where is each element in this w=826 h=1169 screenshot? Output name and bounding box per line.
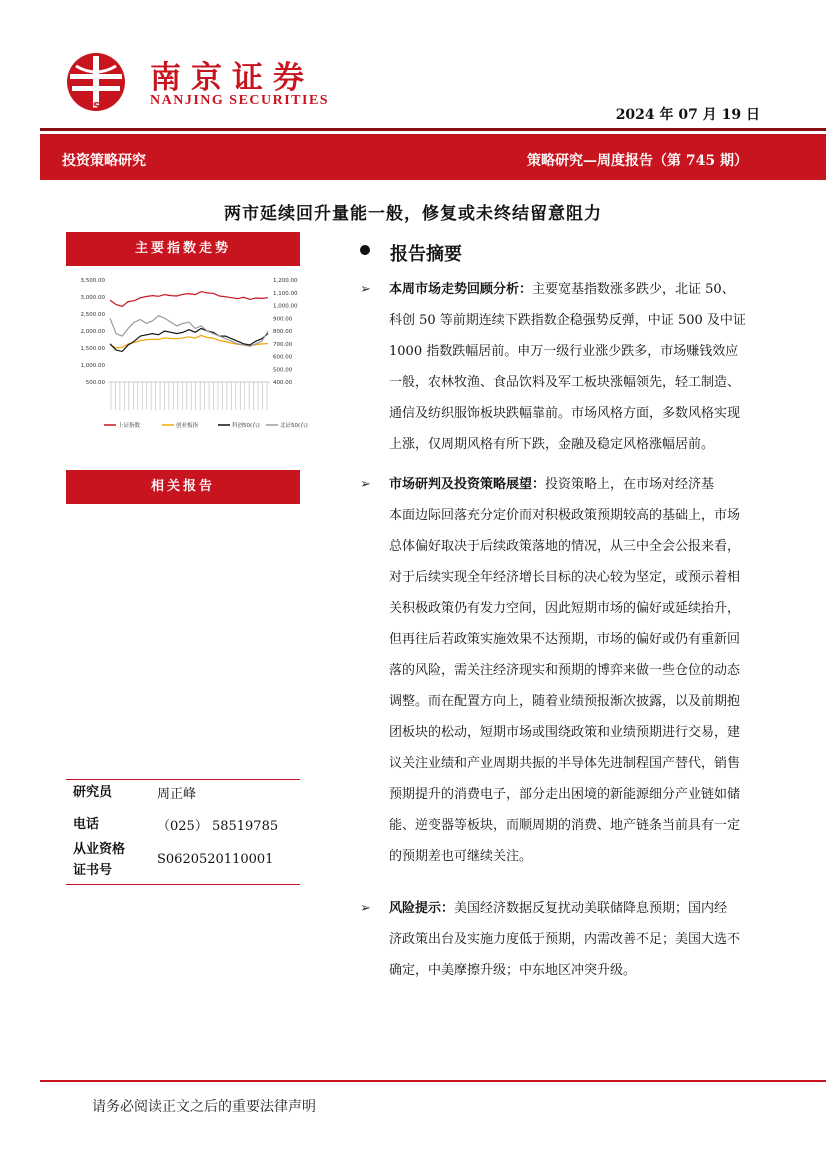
analyst-divider (66, 779, 300, 780)
market-review-lead: 本周市场走势回顾分析： (389, 282, 533, 297)
risk-warning-paragraph (389, 893, 773, 986)
arrow-icon: ➢ (360, 282, 371, 297)
arrow-icon: ➢ (360, 901, 371, 916)
para-line: 能、逆变器等板块，而顺周期的消费、地产链条当前具有一定 (389, 818, 741, 833)
header-divider (40, 128, 826, 131)
y-tick-right: 600.00 (273, 354, 293, 361)
y-tick-right: 1,200.00 (273, 278, 298, 284)
summary-title: 报告摘要 (390, 244, 462, 265)
para-line: 美国经济数据反复扰动美联储降息预期；国内经 (454, 901, 728, 916)
y-tick-right: 1,100.00 (273, 290, 298, 297)
y-tick-right: 800.00 (273, 329, 293, 335)
footer-divider (40, 1080, 826, 1082)
strategy-outlook-paragraph (389, 469, 773, 872)
report-date: 2024 年 07 月 19 日 (615, 107, 760, 123)
report-series: 策略研究—周度报告（第 745 期） (527, 153, 748, 169)
analyst-name: 周正峰 (157, 787, 197, 802)
para-line: 关积极政策仍有发力空间，因此短期市场的偏好或延续抬升， (389, 601, 741, 616)
y-tick-left: 2,500.00 (80, 312, 105, 318)
cert-label-2: 证书号 (73, 863, 113, 878)
report-headline: 两市延续回升量能一般，修复或未终结留意阻力 (224, 204, 602, 224)
y-tick-left: 1,000.00 (80, 363, 105, 369)
para-line: 调整。而在配置方向上，随着业绩预报渐次披露，以及前期抱 (389, 694, 741, 709)
report-category: 投资策略研究 (62, 153, 146, 169)
related-reports-title: 相关报告 (66, 470, 300, 504)
para-line: 对于后续实现全年经济增长目标的决心较为坚定，或预示着相 (389, 570, 741, 585)
index-trend-chart (70, 270, 310, 440)
y-tick-right: 700.00 (273, 341, 293, 348)
para-line: 科创 50 等前期连续下跌指数企稳强势反弹，中证 500 及中证 (389, 313, 746, 328)
series-line (110, 328, 268, 351)
company-name-en: NANJING SECURITIES (150, 93, 330, 108)
risk-warning-lead: 风险提示： (389, 901, 455, 916)
para-line: 主要宽基指数涨多跌少，北证 50、 (532, 282, 735, 297)
para-line: 确定，中美摩擦升级；中东地区冲突升级。 (389, 963, 637, 978)
para-line: 总体偏好取决于后续政策落地的情况，从三中全会公报来看， (389, 539, 741, 554)
legend-label: 创业板指 (176, 423, 199, 429)
legend-label: 科创50(右) (232, 423, 260, 429)
strategy-outlook-lead: 市场研判及投资策略展望： (389, 477, 546, 492)
para-line: 议关注业绩和产业周期共振的半导体先进制程国产替代，销售 (389, 756, 741, 771)
para-line: 投资策略上，在市场对经济基 (545, 477, 715, 492)
para-line: 落的风险，需关注经济现实和预期的博弈来做一些仓位的动态 (389, 663, 741, 678)
market-review-paragraph (389, 274, 773, 460)
para-line: 但再往后若政策实施效果不达预期，市场的偏好或仍有重新回 (389, 632, 741, 647)
phone-value: （025） 58519785 (157, 819, 279, 834)
logo-text: NSC (84, 101, 108, 112)
cert-label-1: 从业资格 (73, 842, 126, 857)
nsc-logo (66, 52, 126, 112)
legend-label: 上证指数 (118, 423, 141, 429)
analyst-label: 研究员 (73, 785, 113, 800)
para-line: 通信及纺织服饰板块跌幅靠前。市场风格方面，多数风格实现 (389, 406, 741, 421)
para-line: 的预期差也可继续关注。 (389, 849, 533, 864)
cert-number: S0620520110001 (157, 852, 274, 867)
para-line: 一般，农林牧渔、食品饮料及军工板块涨幅领先，轻工制造、 (389, 375, 741, 390)
y-tick-left: 2,000.00 (80, 329, 105, 335)
y-tick-left: 1,500.00 (80, 346, 105, 352)
para-line: 团板块的松动，短期市场或围绕政策和业绩预期进行交易，建 (389, 725, 741, 740)
para-line: 1000 指数跌幅居前。申万一级行业涨少跌多，市场赚钱效应 (389, 344, 739, 359)
legend-label: 北证50(右) (280, 423, 308, 429)
chart-section-title: 主要指数走势 (66, 232, 300, 266)
y-tick-right: 1,000.00 (273, 303, 298, 310)
y-tick-right: 400.00 (273, 380, 293, 386)
arrow-icon: ➢ (360, 477, 371, 492)
y-tick-right: 900.00 (273, 316, 293, 323)
y-tick-left: 3,000.00 (80, 295, 105, 301)
y-tick-left: 500.00 (85, 380, 105, 386)
para-line: 本面边际回落充分定价而对积极政策预期较高的基础上，市场 (389, 508, 741, 523)
para-line: 济政策出台及实施力度低于预期，内需改善不足；美国大选不 (389, 932, 741, 947)
y-tick-right: 500.00 (273, 367, 293, 374)
company-name-cn: 南京证券 (150, 60, 314, 96)
y-tick-left: 3,500.00 (80, 278, 105, 284)
legal-notice: 请务必阅读正文之后的重要法律声明 (92, 1099, 316, 1115)
cert-divider (66, 884, 300, 885)
series-line (110, 292, 268, 307)
phone-label: 电话 (73, 817, 100, 832)
para-line: 上涨，仅周期风格有所下跌，金融及稳定风格涨幅居前。 (389, 437, 715, 452)
para-line: 预期提升的消费电子，部分走出困境的新能源细分产业链如储 (389, 787, 741, 802)
